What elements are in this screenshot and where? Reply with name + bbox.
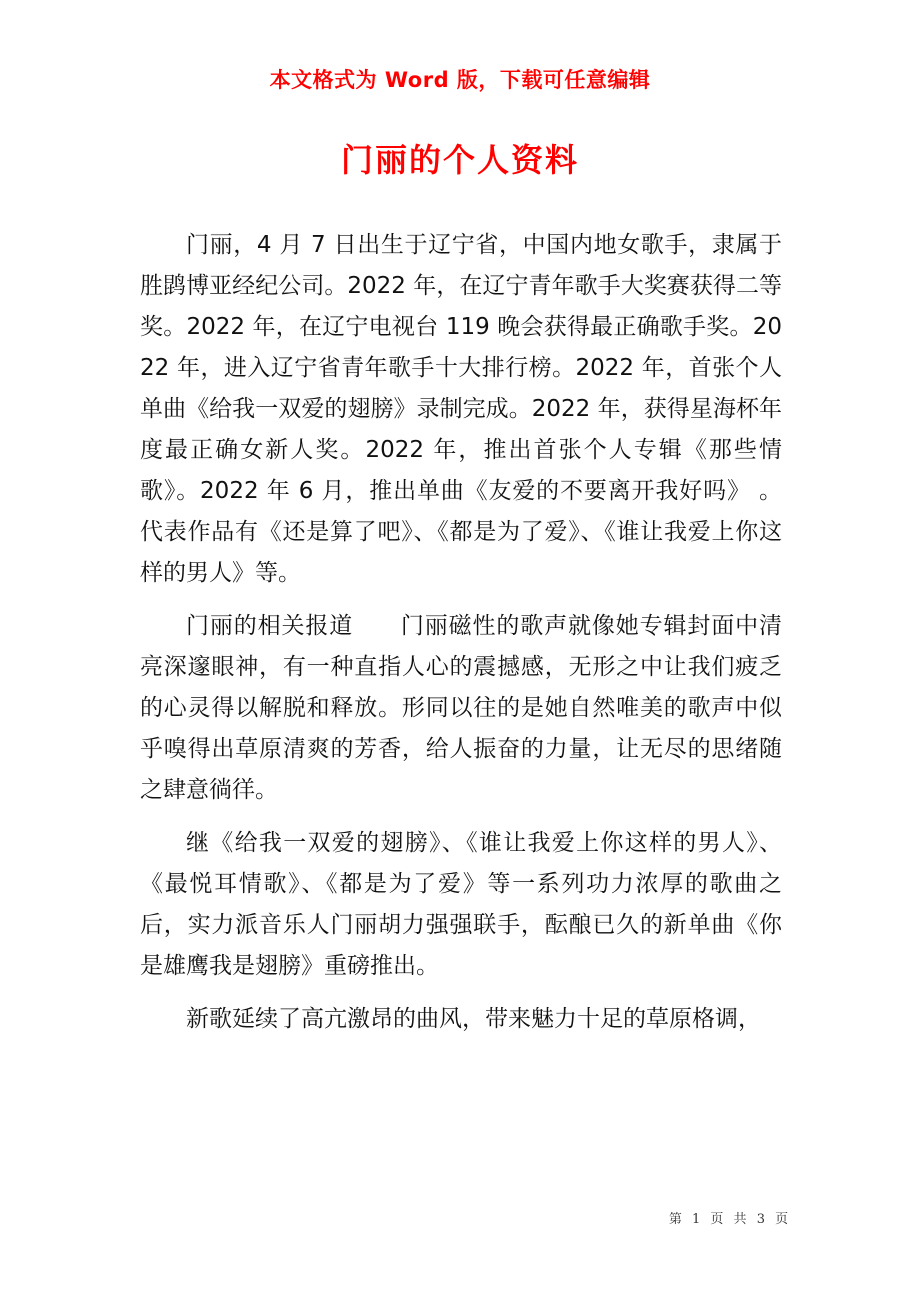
page-number: 第 1 页 共 3 页 [668, 1212, 792, 1227]
paragraph-bio: 门丽，4 月 7 日出生于辽宁省，中国内地女歌手，隶属于胜鹍博亚经纪公司。2022 年，在辽宁青年歌手大奖赛获得二等奖。2022 年，在辽宁电视台 119 晚会获得最正确歌手奖。2022 年，进入辽宁省青年歌手十大排行榜。2022 年，首张个人单曲《给我一双爱的翅膀》录制完成。2022 年，获得星海杯年度最正确女新人奖。2022 年，推出首张个人专辑《那些情歌》。2022 年 6 月，推出单曲《友爱的不要离开我好吗》 。代表作品有《还是算了吧》、《都是为了爱》、《谁让我爱上你这样的男人》等。 [140, 232, 782, 586]
paragraph-new-song-style: 新歌延续了高亢激昂的曲风，带来魅力十足的草原格调， [186, 1006, 761, 1032]
page-title: 门丽的个人资料 [340, 141, 579, 179]
format-banner: 本文格式为 Word 版，下载可任意编辑 [269, 68, 651, 92]
document-body [140, 225, 782, 1052]
paragraph-new-single: 继《给我一双爱的翅膀》、《谁让我爱上你这样的男人》、《最悦耳情歌》、《都是为了爱》等一系列功力浓厚的歌曲之后，实力派音乐人门丽胡力强强联手，酝酿已久的新单曲《你是雄鹰我是翅膀》重磅推出。 [140, 830, 782, 979]
paragraph-reports: 门丽的相关报道 门丽磁性的歌声就像她专辑封面中清亮深邃眼神，有一种直指人心的震撼感，无形之中让我们疲乏的心灵得以解脱和释放。形同以往的是她自然唯美的歌声中似乎嗅得出草原清爽的芳香，给人振奋的力量，让无尽的思绪随之肆意徜徉。 [140, 613, 782, 803]
